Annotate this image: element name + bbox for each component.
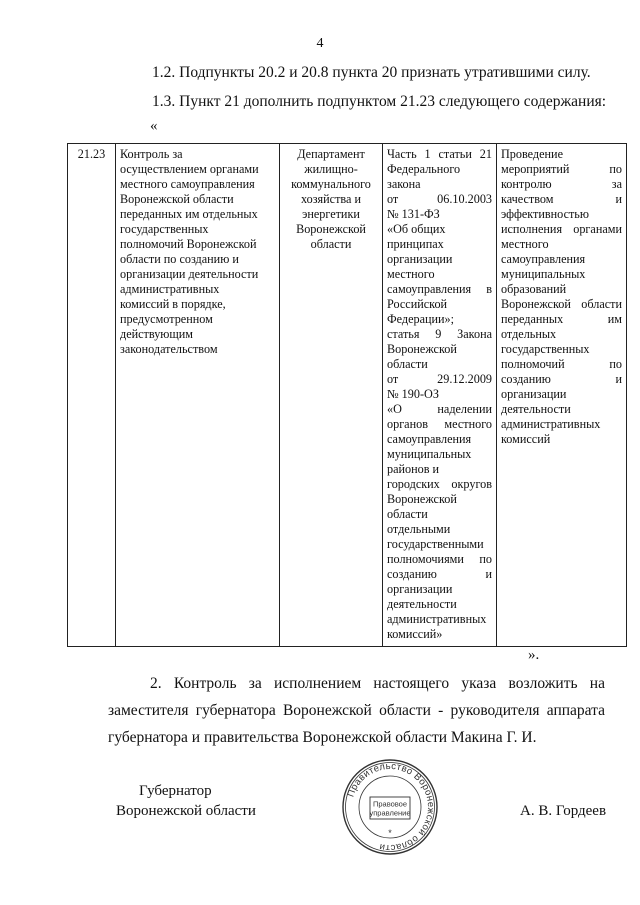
- measures-line: [501, 372, 622, 387]
- legal-basis-line-word: в: [486, 282, 492, 296]
- item-2-word: исполнением: [273, 675, 362, 692]
- control-line: организации деятельности: [120, 267, 259, 281]
- control-line: действующим: [120, 327, 194, 341]
- legal-basis-line-word: от: [387, 192, 399, 206]
- department-line: области: [310, 237, 352, 251]
- legal-basis-line-word: 9: [435, 327, 442, 341]
- legal-basis-line: государственными: [387, 537, 484, 551]
- measures-line: [501, 297, 622, 312]
- measures-line: муниципальных: [501, 267, 586, 281]
- item-1-2: 1.2. Подпункты 20.2 и 20.8 пункта 20 признать утратившими силу.: [152, 64, 591, 81]
- item-2-word: -: [438, 702, 444, 719]
- legal-basis-line: [387, 402, 492, 417]
- seal-ring-text: Правительство Воронежской области: [345, 760, 437, 854]
- measures-line: административных: [501, 417, 601, 431]
- legal-basis-line: [387, 282, 492, 297]
- cell-measures: [497, 144, 627, 647]
- item-2-word: заместителя: [108, 702, 189, 719]
- measures-line: [501, 222, 622, 237]
- legal-basis-line-word: наделении: [437, 402, 492, 416]
- control-line: переданных им отдельных: [120, 207, 258, 221]
- measures-line-word: по: [609, 357, 622, 371]
- measures-line-word: и: [615, 192, 622, 206]
- measures-line: отдельных: [501, 327, 557, 341]
- control-line: комиссий в порядке,: [120, 297, 226, 311]
- legal-basis-line-word: «О: [387, 402, 402, 416]
- item-2-word: губернатора: [195, 702, 276, 719]
- legal-basis-line: Федерации»;: [387, 312, 455, 326]
- control-line: Воронежской области: [120, 192, 234, 206]
- cell-department: [280, 144, 383, 647]
- department-line: энергетики: [302, 207, 360, 221]
- legal-basis-line: закона: [387, 177, 421, 191]
- measures-line-word: качеством: [501, 192, 554, 206]
- quote-close: ».: [528, 647, 540, 663]
- measures-line-word: и: [615, 372, 622, 386]
- measures-line: [501, 312, 622, 327]
- measures-line: Проведение: [501, 147, 563, 161]
- legal-basis-line: муниципальных: [387, 447, 472, 461]
- legal-basis-line-word: 29.12.2009: [437, 372, 492, 386]
- legal-basis-line: [387, 477, 492, 492]
- item-2-word: настоящего: [373, 675, 450, 692]
- item-2-word: Контроль: [173, 675, 237, 692]
- legal-department-seal: [340, 757, 440, 857]
- control-line: местного самоуправления: [120, 177, 255, 191]
- item-2-line-1: [150, 675, 605, 693]
- measures-line: организации: [501, 387, 567, 401]
- legal-basis-line-word: Часть: [387, 147, 417, 161]
- item-2-line-2: [108, 702, 605, 720]
- control-line: осуществлением органами: [120, 162, 259, 176]
- legal-basis-line: организации: [387, 582, 453, 596]
- legal-basis-line: [387, 192, 492, 207]
- department-line: жилищно-: [304, 162, 358, 176]
- legal-basis-line: Федерального: [387, 162, 461, 176]
- legal-basis-line: административных: [387, 612, 487, 626]
- cell-control: [116, 144, 280, 647]
- legal-basis-line: отдельными: [387, 522, 451, 536]
- item-2-word: возложить: [508, 675, 578, 692]
- measures-line-word: контролю: [501, 177, 552, 191]
- measures-line: [501, 177, 622, 192]
- item-2-word: на: [589, 675, 605, 692]
- item-2-word: 2.: [150, 675, 162, 692]
- legal-basis-line: местного: [387, 267, 435, 281]
- department-line: Воронежской: [296, 222, 366, 236]
- legal-basis-line-word: по: [479, 552, 492, 566]
- measures-line: деятельности: [501, 402, 571, 416]
- measures-line: [501, 162, 622, 177]
- legal-basis-line: [387, 567, 492, 582]
- cell-number: 21.23: [68, 144, 116, 647]
- cell-legal-basis: [383, 144, 497, 647]
- table-row: [68, 144, 627, 647]
- legal-basis-line: Воронежской: [387, 342, 457, 356]
- control-line: области по созданию и: [120, 252, 239, 266]
- measures-line-word: переданных: [501, 312, 564, 326]
- legal-basis-line: области: [387, 357, 428, 371]
- legal-basis-line-word: и: [485, 567, 492, 581]
- quote-open: «: [150, 118, 158, 134]
- legal-basis-line: организации: [387, 252, 453, 266]
- department-line: коммунального: [291, 177, 371, 191]
- seal-center-line-2: управление: [369, 808, 411, 818]
- signatory-title-line-1: Губернатор: [139, 783, 212, 799]
- measures-line-word: созданию: [501, 372, 551, 386]
- legal-basis-line: деятельности: [387, 597, 457, 611]
- page-number: 4: [316, 36, 324, 51]
- legal-basis-line: № 190-ОЗ: [387, 387, 439, 401]
- department-line: Департамент: [297, 147, 365, 161]
- legal-basis-line: «Об общих: [387, 222, 446, 236]
- legal-basis-line: районов и: [387, 462, 440, 476]
- amendment-table: [67, 143, 627, 647]
- legal-basis-line-word: городских: [387, 477, 440, 491]
- legal-basis-line: Воронежской: [387, 492, 457, 506]
- legal-basis-line: [387, 552, 492, 567]
- item-2-word: Воронежской: [282, 702, 372, 719]
- measures-line: государственных: [501, 342, 590, 356]
- legal-basis-line-word: статьи: [438, 147, 472, 161]
- item-2-word: руководителя: [450, 702, 540, 719]
- item-2-line-3: губернатора и правительства Воронежской области Макина Г. И.: [108, 729, 537, 746]
- measures-line-word: по: [609, 162, 622, 176]
- item-1-3: 1.3. Пункт 21 дополнить подпунктом 21.23 следующего содержания:: [152, 93, 607, 110]
- signatory-title-line-2: Воронежской области: [116, 803, 256, 819]
- measures-line: [501, 192, 622, 207]
- legal-basis-line-word: органов: [387, 417, 428, 431]
- control-line: государственных: [120, 222, 209, 236]
- measures-line: эффективностью: [501, 207, 589, 221]
- control-line: предусмотренном: [120, 312, 213, 326]
- measures-line: образований: [501, 282, 567, 296]
- legal-basis-line: самоуправления: [387, 432, 472, 446]
- measures-line-word: мероприятий: [501, 162, 570, 176]
- legal-basis-line: комиссий»: [387, 627, 443, 641]
- measures-line-word: области: [581, 297, 622, 311]
- measures-line: самоуправления: [501, 252, 586, 266]
- measures-line: [501, 357, 622, 372]
- legal-basis-line: области: [387, 507, 428, 521]
- control-line: Контроль за: [120, 147, 183, 161]
- legal-basis-line-word: самоуправления: [387, 282, 472, 296]
- control-line: административных: [120, 282, 220, 296]
- measures-line-word: Воронежской: [501, 297, 571, 311]
- measures-line: местного: [501, 237, 549, 251]
- control-line: законодательством: [120, 342, 218, 356]
- legal-basis-line-word: местного: [444, 417, 492, 431]
- legal-basis-line-word: 21: [479, 147, 492, 161]
- legal-basis-line: принципах: [387, 237, 444, 251]
- legal-basis-line-word: полномочиями: [387, 552, 464, 566]
- legal-basis-line: [387, 327, 492, 342]
- legal-basis-line: № 131-ФЗ: [387, 207, 440, 221]
- legal-basis-line-word: созданию: [387, 567, 437, 581]
- signatory-name: А. В. Гордеев: [520, 803, 607, 819]
- control-line: полномочий Воронежской: [120, 237, 257, 251]
- legal-basis-line-word: округов: [451, 477, 492, 491]
- legal-basis-line-word: 06.10.2003: [437, 192, 492, 206]
- legal-basis-line: Российской: [387, 297, 448, 311]
- measures-line-word: полномочий: [501, 357, 565, 371]
- legal-basis-line: [387, 417, 492, 432]
- measures-line-word: им: [607, 312, 622, 326]
- legal-basis-line-word: статья: [387, 327, 420, 341]
- legal-basis-line-word: 1: [424, 147, 431, 161]
- item-2-word: области: [379, 702, 431, 719]
- legal-basis-line-word: от: [387, 372, 399, 386]
- legal-basis-line: [387, 147, 492, 162]
- legal-basis-line-word: Закона: [457, 327, 492, 341]
- item-2-word: за: [248, 675, 262, 692]
- seal-center-line-1: Правовое: [372, 799, 408, 809]
- item-2-word: аппарата: [546, 702, 605, 719]
- department-line: хозяйства и: [301, 192, 361, 206]
- seal-star: *: [388, 828, 392, 838]
- legal-basis-line: [387, 372, 492, 387]
- measures-line: комиссий: [501, 432, 551, 446]
- measures-line-word: органами: [573, 222, 622, 236]
- measures-line-word: за: [611, 177, 622, 191]
- measures-line-word: исполнения: [501, 222, 563, 236]
- item-2-word: указа: [461, 675, 497, 692]
